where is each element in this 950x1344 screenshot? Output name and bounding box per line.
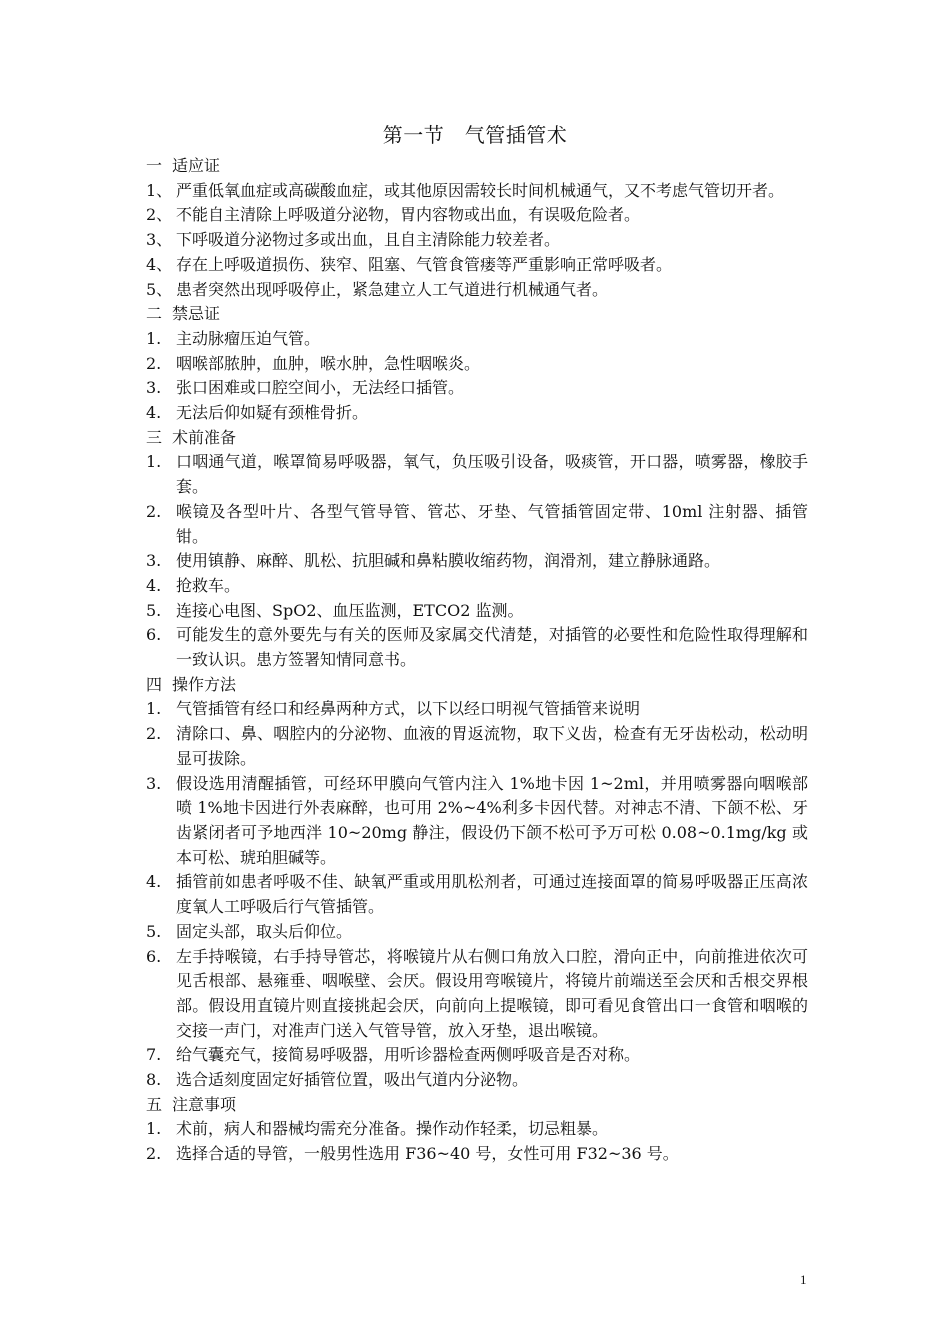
list-item [146,500,808,549]
list-item [146,1117,808,1142]
list-item-text: 可能发生的意外要先与有关的医师及家属交代清楚，对插管的必要性和危险性取得理解和一致认识。患方签署知情同意书。 [176,625,808,670]
list-item-number: 4. [146,403,162,423]
section-number: 一 [146,156,163,175]
list-item [146,1043,808,1068]
list-item-number: 1. [146,1119,162,1139]
list-item-number: 3、 [146,230,173,250]
list-item [146,599,808,624]
list-item-text: 连接心电图、SpO2、血压监测，ETCO2 监测。 [176,600,524,620]
section-number: 四 [146,674,163,694]
list-item-text: 抢救车。 [176,575,241,595]
list-item-text: 气管插管有经口和经鼻两种方式，以下以经口明视气管插管来说明 [176,699,641,719]
list-item [146,253,808,278]
list-item-number: 3. [146,773,162,793]
list-item-text: 清除口、鼻、咽腔内的分泌物、血液的胃返流物，取下义齿，检查有无牙齿松动，松动明显可拔除。 [176,724,808,768]
list-item [146,920,808,945]
list-item-text: 主动脉瘤压迫气管。 [176,328,321,348]
list-item-number: 5. [146,600,162,620]
section-title: 禁忌证 [172,304,221,324]
list-item-text: 患者突然出现呼吸停止，紧急建立人工气道进行机械通气者。 [176,279,609,299]
list-item-text: 张口困难或口腔空间小，无法经口插管。 [176,378,465,398]
section-heading [146,673,808,698]
list-item-number: 6. [146,946,162,966]
list-item-number: 2、 [146,205,173,225]
list-item-text: 固定头部，取头后仰位。 [176,921,353,941]
section-title: 术前准备 [172,427,237,447]
list-item [146,1068,808,1093]
list-item-number: 1. [146,452,162,472]
list-item-text: 使用镇静、麻醉、肌松、抗胆碱和鼻粘膜收缩药物，润滑剂，建立静脉通路。 [176,551,721,571]
list-item-number: 5. [146,921,162,941]
list-item-number: 6. [146,625,162,645]
list-item-text: 存在上呼吸道损伤、狭窄、阻塞、气管食管瘘等严重影响正常呼吸者。 [176,254,673,274]
section-heading [146,426,808,451]
list-item [146,450,808,499]
section-title: 操作方法 [172,674,237,694]
list-item-number: 5、 [146,279,173,299]
list-item-text: 喉镜及各型叶片、各型气管导管、管芯、牙垫、气管插管固定带、10ml 注射器、插管钳。 [176,501,808,546]
list-item [146,772,808,871]
list-item-number: 2. [146,501,162,521]
list-item-text: 左手持喉镜，右手持导管芯，将喉镜片从右侧口角放入口腔，滑向正中，向前推进依次可见舌根部、悬雍垂、咽喉壁、会厌。假设用弯喉镜片，将镜片前端送至会厌和舌根交界根部。假设用直镜片则直接挑起会厌，向前向上提喉镜，即可看见食管出口一食管和咽喉的交接一声门，对准声门送入气管导管，放入牙垫，退出喉镜。 [176,946,808,1040]
section-heading [146,1093,808,1118]
list-item-text: 术前，病人和器械均需充分准备。操作动作轻柔，切忌粗暴。 [176,1119,609,1139]
list-item [146,549,808,574]
list-item-text: 口咽通气道，喉罩简易呼吸器，氧气，负压吸引设备，吸痰管，开口器，喷雾器，橡胶手套。 [176,452,808,497]
list-item-text: 咽喉部脓肿，血肿，喉水肿，急性咽喉炎。 [176,353,481,373]
section-number: 五 [146,1094,163,1114]
list-item [146,401,808,426]
list-item-text: 无法后仰如疑有颈椎骨折。 [176,403,369,423]
list-item-number: 2. [146,1144,162,1164]
list-item [146,228,808,253]
list-item-number: 3. [146,551,162,571]
list-item [146,574,808,599]
list-item-number: 8. [146,1070,162,1090]
list-item-text: 插管前如患者呼吸不佳、缺氧严重或用肌松剂者，可通过连接面罩的简易呼吸器正压高浓度氧人工呼吸后行气管插管。 [176,872,808,917]
list-item-number: 2. [146,724,162,744]
section-title: 适应证 [172,156,221,175]
list-item-number: 2. [146,353,162,373]
list-item [146,1142,808,1167]
list-item [146,203,808,228]
list-item [146,870,808,919]
list-item-number: 4. [146,575,162,595]
section-number: 二 [146,304,163,324]
list-item [146,327,808,352]
list-item [146,945,808,1044]
list-item-number: 1、 [146,180,173,200]
list-item-number: 4、 [146,254,173,274]
section-heading [146,302,808,327]
list-item [146,278,808,303]
document-body [146,154,808,1167]
list-item [146,722,808,771]
page-title: 第一节 气管插管术 [382,123,568,147]
list-item-text: 选择合适的导管，一般男性选用 F36~40 号，女性可用 F32~36 号。 [176,1144,679,1164]
section-number: 三 [146,427,163,447]
list-item-number: 4. [146,872,162,892]
list-item-text: 不能自主清除上呼吸道分泌物，胃内容物或出血，有误吸危险者。 [176,205,641,225]
list-item-text: 严重低氧血症或高碳酸血症，或其他原因需较长时间机械通气，又不考虑气管切开者。 [176,180,785,200]
list-item [146,352,808,377]
list-item-number: 1. [146,699,162,719]
list-item-number: 7. [146,1045,162,1065]
list-item-number: 1. [146,328,162,348]
list-item-text: 选合适刻度固定好插管位置，吸出气道内分泌物。 [176,1070,529,1090]
list-item-text: 给气囊充气，接简易呼吸器，用听诊器检查两侧呼吸音是否对称。 [176,1045,641,1065]
list-item [146,376,808,401]
list-item-text: 下呼吸道分泌物过多或出血，且自主清除能力较差者。 [176,230,561,250]
page-number: 1 [800,1272,807,1287]
list-item [146,623,808,672]
list-item-text: 假设选用清醒插管，可经环甲膜向气管内注入 1%地卡因 1~2ml，并用喷雾器向咽喉部喷 1%地卡因进行外表麻醉，也可用 2%~4%利多卡因代替。对神志不清、下颌不松、牙齿紧闭者可予地西泮 10~20mg 静注，假设仍下颌不松可予万可松 0.08~0.1mg/kg 或本可松、琥珀胆碱等。 [176,773,808,867]
list-item [146,697,808,722]
section-heading [146,154,808,179]
section-title: 注意事项 [172,1094,237,1114]
list-item [146,179,808,204]
list-item-number: 3. [146,378,162,398]
